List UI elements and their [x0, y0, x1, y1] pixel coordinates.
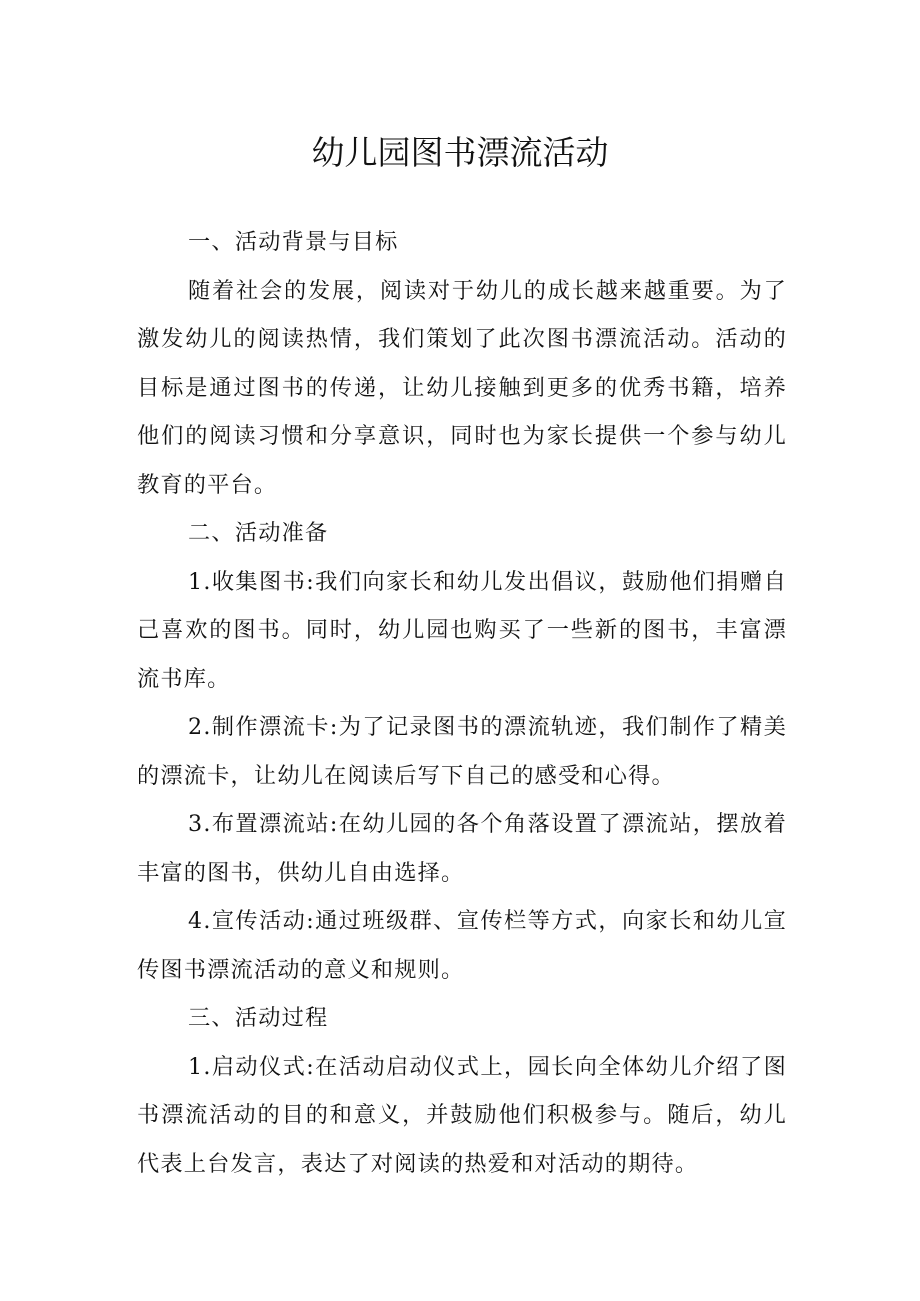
paragraph-promotion: 4.宣传活动:通过班级群、宣传栏等方式，向家长和幼儿宣传图书漂流活动的意义和规则。 [137, 908, 787, 983]
paragraph-background: 随着社会的发展，阅读对于幼儿的成长越来越重要。为了激发幼儿的阅读热情，我们策划了此次图书漂流活动。活动的目标是通过图书的传递，让幼儿接触到更多的优秀书籍，培养他们的阅读习惯和分享意识，同时也为家长提供一个参与幼儿教育的平台。 [137, 277, 787, 498]
document-title: 幼儿园图书漂流活动 [311, 133, 609, 172]
paragraph-drift-station: 3.布置漂流站:在幼儿园的各个角落设置了漂流站，摆放着丰富的图书，供幼儿自由选择。 [137, 811, 787, 886]
section-heading-background: 一、活动背景与目标 [188, 229, 399, 255]
section-heading-process: 三、活动过程 [188, 1005, 329, 1031]
paragraph-drift-card: 2.制作漂流卡:为了记录图书的漂流轨迹，我们制作了精美的漂流卡，让幼儿在阅读后写下自己的感受和心得。 [137, 714, 787, 789]
document-body [137, 218, 787, 1188]
paragraph-launch-ceremony: 1.启动仪式:在活动启动仪式上，园长向全体幼儿介绍了图书漂流活动的目的和意义，并鼓励他们积极参与。随后，幼儿代表上台发言，表达了对阅读的热爱和对活动的期待。 [137, 1053, 787, 1177]
section-heading-preparation: 二、活动准备 [188, 520, 329, 546]
paragraph-collect-books: 1.收集图书:我们向家长和幼儿发出倡议，鼓励他们捐赠自己喜欢的图书。同时，幼儿园也购买了一些新的图书，丰富漂流书库。 [137, 568, 787, 692]
